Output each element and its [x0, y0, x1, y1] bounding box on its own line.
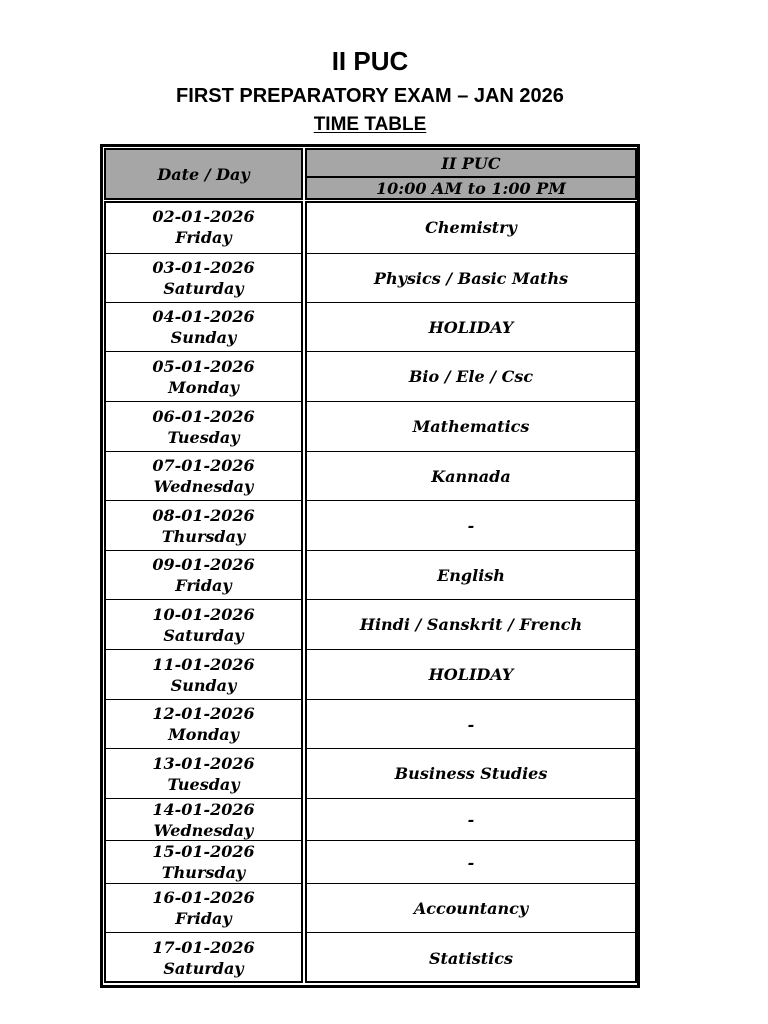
- row-date: 07-01-2026: [152, 456, 255, 475]
- row-date: 17-01-2026: [152, 938, 255, 957]
- table-row-subject-cell: [305, 699, 637, 748]
- row-day: Thursday: [161, 863, 246, 882]
- table-row-date-cell: [104, 550, 303, 599]
- table-row-subject-cell: [305, 401, 637, 451]
- row-day: Tuesday: [167, 774, 240, 794]
- row-subject: -: [467, 810, 475, 829]
- header-time-label: 10:00 AM to 1:00 PM: [376, 178, 566, 198]
- table-row-subject-cell: [305, 201, 637, 253]
- table-row-subject-cell: [305, 451, 637, 500]
- row-subject: -: [467, 852, 475, 872]
- row-date: 08-01-2026: [152, 505, 255, 525]
- table-row-date-cell: [104, 599, 303, 649]
- row-subject: Business Studies: [394, 764, 548, 783]
- table-row-subject-cell: [305, 351, 637, 401]
- header-date-day-label: Date / Day: [157, 164, 250, 184]
- row-day: Friday: [175, 909, 232, 928]
- table-row-date-cell: [104, 798, 303, 840]
- header-time: [305, 176, 637, 200]
- row-subject: Statistics: [428, 948, 513, 968]
- table-row-subject-cell: [305, 302, 637, 351]
- row-subject: Kannada: [431, 466, 511, 486]
- row-subject: Accountancy: [413, 898, 529, 918]
- row-date: 13-01-2026: [152, 753, 255, 773]
- table-row-date-cell: [104, 932, 303, 983]
- row-date: 14-01-2026: [152, 799, 255, 819]
- table-row-subject-cell: [305, 649, 637, 699]
- table-row-date-cell: [104, 649, 303, 699]
- table-row-subject-cell: [305, 798, 637, 840]
- row-day: Monday: [168, 725, 239, 744]
- header-date-day: [104, 148, 303, 200]
- row-day: Sunday: [170, 675, 237, 695]
- table-row-date-cell: [104, 500, 303, 550]
- row-day: Wednesday: [153, 820, 254, 840]
- row-day: Wednesday: [153, 477, 254, 496]
- table-row-date-cell: [104, 302, 303, 351]
- row-date: 12-01-2026: [152, 704, 255, 723]
- table-row-date-cell: [104, 451, 303, 500]
- row-date: 06-01-2026: [152, 406, 255, 426]
- row-date: 04-01-2026: [152, 307, 255, 326]
- row-date: 03-01-2026: [152, 258, 255, 277]
- row-day: Thursday: [161, 526, 246, 546]
- table-row-subject-cell: [305, 550, 637, 599]
- row-subject: -: [467, 516, 475, 535]
- row-date: 10-01-2026: [152, 604, 255, 624]
- row-subject: Mathematics: [412, 417, 530, 436]
- row-date: 05-01-2026: [152, 356, 255, 376]
- row-subject: -: [467, 714, 475, 734]
- row-day: Monday: [168, 377, 239, 397]
- row-subject: Hindi / Sanskrit / French: [359, 615, 583, 634]
- section-title: TIME TABLE: [313, 114, 427, 135]
- table-row-date-cell: [104, 253, 303, 302]
- table-row-date-cell: [104, 201, 303, 253]
- table-row-date-cell: [104, 748, 303, 798]
- header-class-label: II PUC: [441, 153, 501, 173]
- table-row-subject-cell: [305, 748, 637, 798]
- header-class: [305, 148, 637, 178]
- row-day: Friday: [175, 228, 232, 247]
- table-row-date-cell: [104, 840, 303, 883]
- table-row-subject-cell: [305, 840, 637, 883]
- table-row-date-cell: [104, 401, 303, 451]
- page-title: II PUC: [331, 46, 409, 76]
- row-subject: HOLIDAY: [428, 317, 514, 337]
- table-row-date-cell: [104, 883, 303, 932]
- row-day: Saturday: [163, 959, 244, 978]
- row-date: 02-01-2026: [152, 207, 255, 226]
- row-day: Sunday: [170, 328, 237, 347]
- table-row-date-cell: [104, 699, 303, 748]
- row-date: 15-01-2026: [152, 842, 255, 861]
- row-day: Tuesday: [167, 427, 240, 447]
- row-date: 11-01-2026: [152, 654, 255, 674]
- table-row-subject-cell: [305, 599, 637, 649]
- row-subject: Physics / Basic Maths: [373, 268, 569, 288]
- exam-subtitle: FIRST PREPARATORY EXAM – JAN 2026: [176, 85, 564, 107]
- row-day: Saturday: [163, 625, 244, 645]
- table-row-subject-cell: [305, 883, 637, 932]
- row-subject: English: [437, 565, 505, 585]
- row-subject: Bio / Ele / Csc: [408, 367, 534, 386]
- row-day: Friday: [175, 576, 232, 595]
- row-date: 09-01-2026: [152, 555, 255, 574]
- table-row-subject-cell: [305, 500, 637, 550]
- table-row-subject-cell: [305, 253, 637, 302]
- row-date: 16-01-2026: [152, 888, 255, 907]
- row-day: Saturday: [163, 279, 244, 298]
- row-subject: Chemistry: [425, 217, 517, 237]
- table-row-date-cell: [104, 351, 303, 401]
- table-row-subject-cell: [305, 932, 637, 983]
- row-subject: HOLIDAY: [428, 665, 514, 684]
